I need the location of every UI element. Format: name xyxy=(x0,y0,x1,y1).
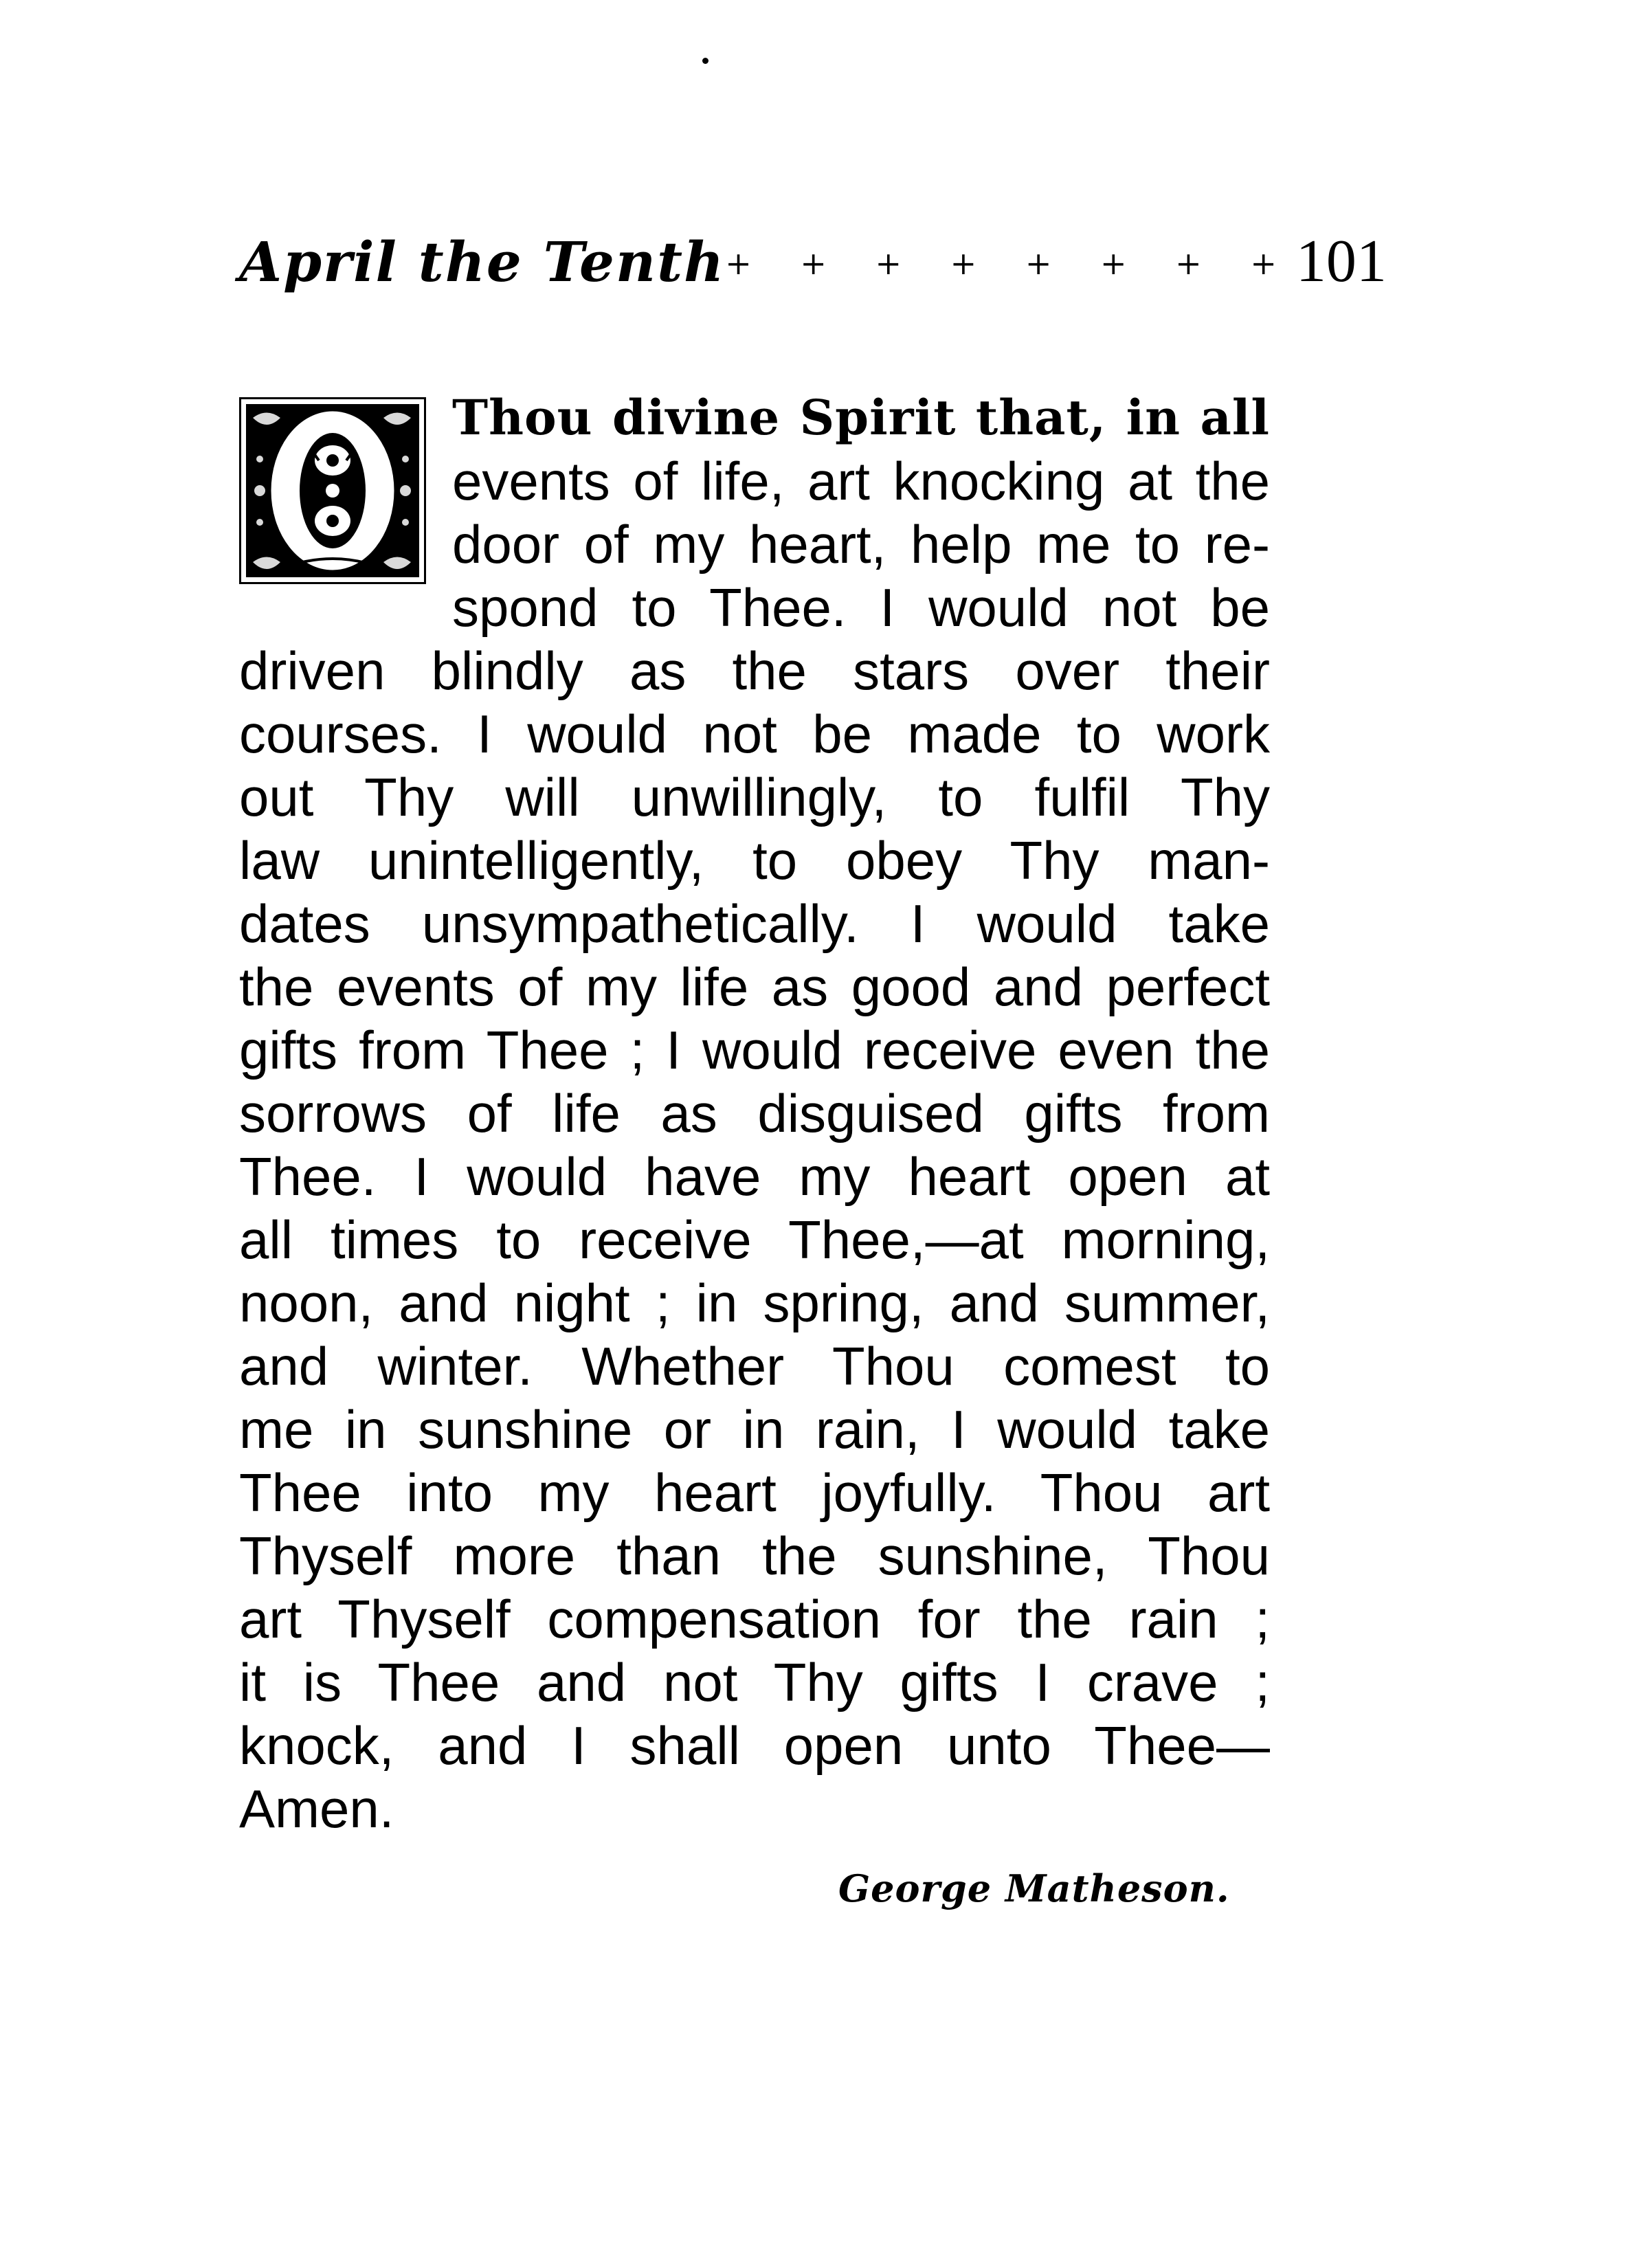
prayer-line: events of life, art knocking at the xyxy=(452,451,1270,511)
ink-speck xyxy=(702,58,708,64)
prayer-line: gifts from Thee ; I would receive even the xyxy=(239,1020,1270,1080)
prayer-line: noon, and night ; in spring, and summer, xyxy=(239,1273,1270,1333)
prayer-line: Thee. I would have my heart open at xyxy=(239,1146,1270,1207)
header-ornaments: + + + + + + + + xyxy=(725,245,1296,282)
page-header xyxy=(239,227,1387,309)
prayer-line: dates unsympathetically. I would take xyxy=(239,893,1270,954)
prayer-line: Thou divine Spirit that, in all xyxy=(452,389,1270,446)
prayer-line: all times to receive Thee,—at morning, xyxy=(239,1209,1270,1270)
prayer-line: spond to Thee. I would not be xyxy=(452,577,1270,638)
prayer-line: Thyself more than the sunshine, Thou xyxy=(239,1526,1270,1586)
prayer-line: law unintelligently, to obey Thy man- xyxy=(239,830,1270,891)
prayer-line: it is Thee and not Thy gifts I crave ; xyxy=(239,1652,1270,1712)
ornamental-initial-o-icon xyxy=(239,397,426,584)
page-number: 101 xyxy=(1295,228,1387,295)
prayer-line: courses. I would not be made to work xyxy=(239,704,1270,764)
prayer-line: me in sunshine or in rain, I would take xyxy=(239,1399,1270,1460)
prayer-line: door of my heart, help me to re- xyxy=(452,514,1270,574)
prayer-line: Thee into my heart joyfully. Thou art xyxy=(239,1462,1270,1523)
page-title: April the Tenth xyxy=(239,230,726,294)
prayer-line: sorrows of life as disguised gifts from xyxy=(239,1083,1270,1143)
prayer-line: knock, and I shall open unto Thee— xyxy=(239,1715,1270,1776)
prayer-line: Amen. xyxy=(239,1778,394,1839)
author-signature: George Matheson. xyxy=(838,1866,1230,1910)
prayer-line: driven blindly as the stars over their xyxy=(239,640,1270,701)
prayer-line: and winter. Whether Thou comest to xyxy=(239,1336,1270,1396)
prayer-line: the events of my life as good and perfect xyxy=(239,957,1270,1017)
prayer-line: art Thyself compensation for the rain ; xyxy=(239,1589,1270,1649)
prayer-line: out Thy will unwillingly, to fulfil Thy xyxy=(239,767,1270,827)
